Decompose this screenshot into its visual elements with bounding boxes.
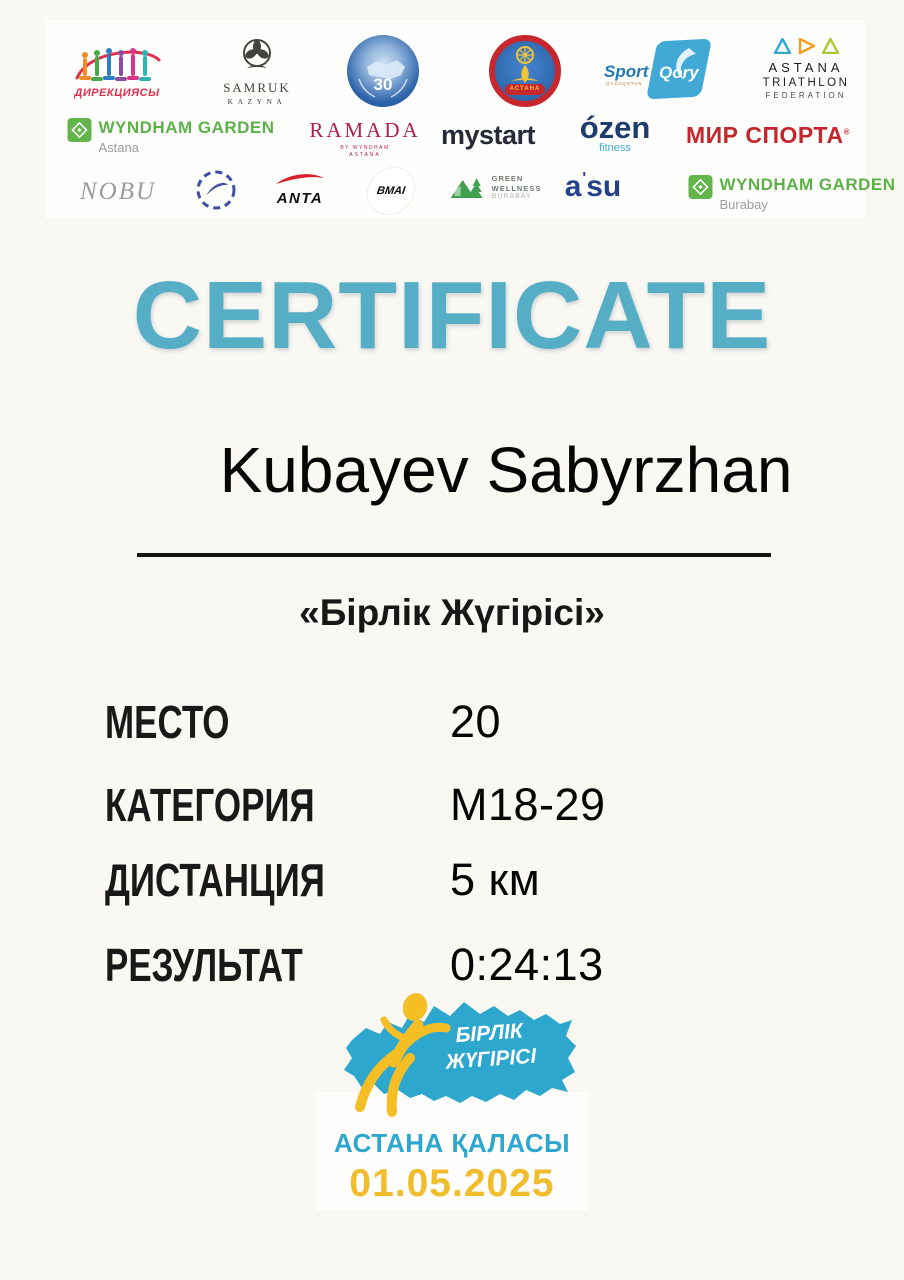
- ramada-brand: RAMADA: [309, 118, 421, 142]
- field-label: МЕСТО: [105, 696, 230, 748]
- logo-line2: ЖҮГІРІСІ: [444, 1044, 537, 1074]
- name-underline: [137, 553, 771, 557]
- certificate-title: CERTIFICATE: [132, 262, 772, 369]
- sport-qory-word1: Sport: [604, 62, 649, 81]
- ramada-sub1: BY WYNDHAM: [340, 145, 390, 151]
- triathlon-line1: ASTANA: [768, 60, 844, 75]
- field-row-category: [105, 779, 805, 831]
- running-people-icon: [71, 44, 163, 84]
- sponsor-asu: [565, 170, 622, 204]
- wyndham-diamond-icon: [688, 175, 712, 199]
- wyndham-burabay-brand: WYNDHAM GARDEN: [719, 175, 896, 194]
- sponsor-anta: [275, 172, 325, 207]
- anniversary-number: 30: [373, 75, 393, 94]
- logo-line1: БІРЛІК: [454, 1019, 524, 1048]
- sponsor-nobu: [80, 178, 156, 206]
- samruk-emblem-icon: [239, 36, 275, 74]
- sponsor-ozen: [579, 110, 651, 155]
- green-wellness-line2: WELLNESS: [491, 183, 542, 193]
- green-wellness-line1: GREEN: [491, 174, 524, 184]
- field-value: 20: [450, 696, 502, 747]
- mountain-trees-icon: [449, 172, 487, 204]
- anta-swoosh-icon: [275, 172, 325, 186]
- joma-icon: [194, 168, 238, 212]
- sponsor-joma: [194, 168, 238, 217]
- sponsor-wyndham-burabay: [688, 175, 895, 212]
- astana-coat-icon: [489, 35, 561, 107]
- triathlon-line3: FEDERATION: [765, 91, 847, 100]
- field-label: РЕЗУЛЬТАТ: [105, 939, 303, 991]
- field-label: ДИСТАНЦИЯ: [105, 854, 325, 906]
- triangle-orange-icon: [798, 38, 815, 54]
- sponsor-green-wellness: [449, 172, 542, 204]
- astana-coat-label: АСТАНА: [505, 84, 545, 95]
- field-value: M18-29: [450, 779, 606, 830]
- sponsor-direkciyasy: [61, 44, 173, 99]
- ozen-brand: ózen: [579, 110, 651, 145]
- wyndham-burabay-city: Burabay: [719, 197, 768, 212]
- field-row-result: [105, 939, 805, 991]
- mystart-label: mystart: [440, 120, 536, 150]
- kazakhstan-map-small-icon: [347, 35, 419, 107]
- birlik-zhugirisi-logo: [322, 988, 590, 1118]
- samruk-line1: SAMRUK: [223, 80, 291, 95]
- sponsor-astana-triathlon: [746, 38, 866, 100]
- sponsor-mystart: [441, 120, 535, 151]
- field-row-place: [105, 696, 805, 748]
- field-row-distance: [105, 854, 805, 906]
- sponsor-anniversary-30: [347, 35, 419, 107]
- triangle-green-icon: [822, 38, 839, 54]
- direkciyasy-label: ДИРЕКЦИЯСЫ: [74, 87, 160, 99]
- samruk-line2: KAZYNA: [227, 97, 287, 106]
- anniversary-30-emblem-icon: [347, 35, 419, 107]
- ramada-sub2: ASTANA: [349, 152, 381, 158]
- footer-city: АСТАНА ҚАЛАСЫ: [333, 1128, 571, 1158]
- sponsor-astana-coat: [489, 35, 561, 107]
- field-value: 0:24:13: [450, 939, 604, 990]
- field-value: 5 км: [450, 854, 541, 905]
- triathlon-line2: TRIATHLON: [762, 77, 850, 89]
- sport-qory-word2: Qory: [659, 63, 699, 82]
- sponsor-ramada: [309, 118, 420, 158]
- mir-sporta-label: МИР СПОРТА: [685, 122, 844, 148]
- triangle-blue-icon: [774, 38, 791, 54]
- wyndham-diamond-icon: [67, 118, 91, 142]
- sponsor-bmai: [365, 168, 417, 214]
- anta-label: ANTA: [276, 190, 324, 207]
- ozen-sub: fitness: [599, 142, 631, 155]
- asu-part2: su: [586, 170, 622, 203]
- wyndham-astana-city: Astana: [98, 140, 139, 155]
- wyndham-astana-brand: WYNDHAM GARDEN: [98, 118, 275, 137]
- nobu-label: NOBU: [79, 178, 157, 205]
- asu-mark: ': [582, 170, 587, 187]
- sponsor-mir-sporta: [686, 122, 850, 149]
- field-label: КАТЕГОРИЯ: [105, 779, 315, 831]
- sponsor-band: [45, 20, 896, 218]
- sport-qory-sub: QAZAQSTAN: [606, 81, 643, 86]
- recipient-name: Kubayev Sabyrzhan: [219, 434, 793, 506]
- bmai-label: BMAI: [376, 185, 406, 197]
- green-wellness-line3: BURABAY: [491, 193, 532, 200]
- mir-sporta-reg: ®: [843, 127, 851, 137]
- event-title: «Бірлік Жүгірісі»: [299, 592, 605, 633]
- asu-part1: a: [564, 170, 582, 203]
- sponsor-wyndham-astana: [67, 118, 274, 155]
- footer-date: 01.05.2025: [349, 1162, 555, 1205]
- sponsor-samruk-kazyna: [212, 36, 302, 106]
- sponsor-sport-qory: [604, 36, 720, 108]
